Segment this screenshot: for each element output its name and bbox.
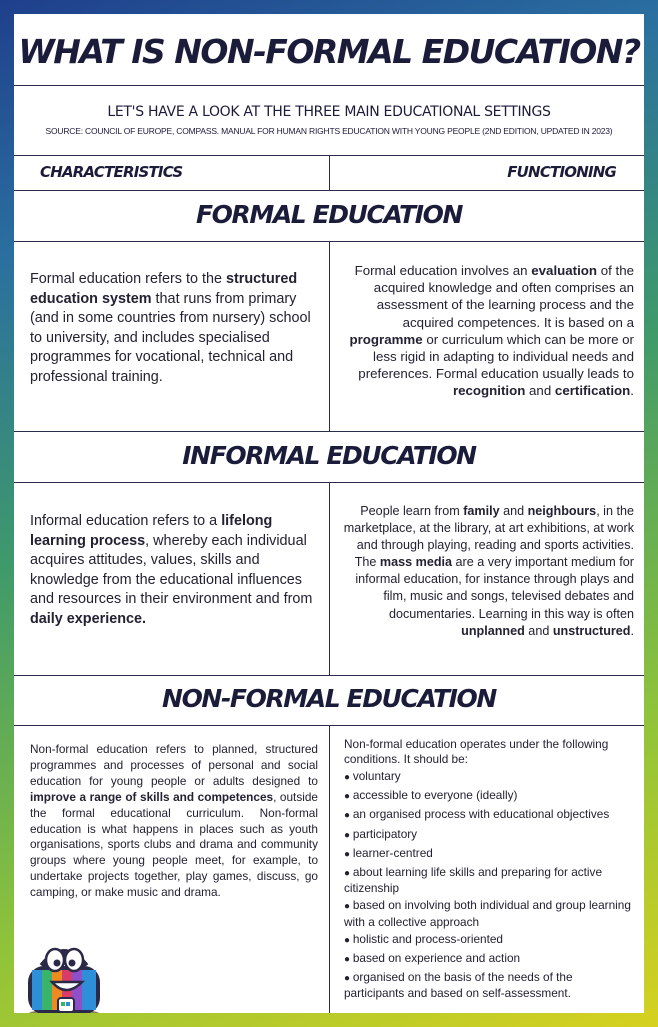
column-header-functioning: FUNCTIONING: [507, 163, 616, 181]
section-title-formal: FORMAL EDUCATION: [195, 200, 462, 229]
body-text: and: [524, 623, 553, 638]
emphasis-text: lifelong learning process: [30, 513, 273, 549]
bullet-icon: ●: [344, 868, 353, 880]
body-text: .: [630, 383, 634, 399]
formal-functioning: [342, 262, 634, 400]
informal-characteristics: [30, 512, 320, 629]
body-text: People learn from: [360, 504, 464, 518]
condition-text: voluntary: [352, 769, 401, 783]
condition-text: holistic and process-oriented: [352, 931, 503, 946]
infographic-panel: [14, 14, 644, 1013]
condition-item: [344, 865, 636, 895]
bullet-icon: ●: [344, 829, 353, 841]
condition-item: [344, 951, 636, 967]
divider: [14, 85, 644, 86]
nonformal-characteristics: [30, 742, 318, 901]
body-text: or curriculum which can be more or less rigid in adapting to individual needs and preferences. Formal education usually leads to: [358, 331, 634, 382]
bullet-icon: ●: [344, 810, 353, 822]
emphasis-text: programme: [349, 331, 423, 347]
column-divider: [329, 725, 330, 1013]
emphasis-text: mass media: [379, 555, 453, 570]
body-text: , whereby each individual acquires attitudes, values, skills and knowledge from the educational influences and resources in their environment and from: [30, 532, 313, 607]
emphasis-text: unstructured: [552, 623, 631, 638]
emphasis-text: unplanned: [461, 623, 525, 638]
source-citation: SOURCE: COUNCIL OF EUROPE, COMPASS. MANUAL FOR HUMAN RIGHTS EDUCATION WITH YOUNG PEOPLE (2ND EDITION, UPDATED IN 2023): [45, 126, 613, 136]
body-text: and: [525, 383, 555, 399]
body-text: , in the marketplace, at the library, at art exhibitions, at work and through playing, reading and sports activities. The: [343, 504, 634, 570]
body-text: , outside the formal educational curriculum. Non-formal education is what happens in places such as youth organisations, sports clubs and drama and community groups where young people meet, for example, to undertake projects together, play games, discuss, go camping, or make music and drama.: [30, 789, 318, 900]
condition-text: participatory: [352, 826, 418, 841]
body-text: Formal education refers to the: [30, 271, 226, 287]
condition-text: accessible to everyone (ideally): [352, 788, 518, 803]
bullet-icon: ●: [344, 901, 353, 913]
condition-item: [344, 846, 636, 862]
bullet-icon: ●: [344, 848, 353, 860]
body-text: Non-formal education refers to planned, structured programmes and processes of personal and social education for young people or adults designed to: [30, 742, 318, 788]
bullet-icon: ●: [344, 934, 353, 946]
condition-item: [344, 932, 636, 948]
section-title-informal: INFORMAL EDUCATION: [182, 441, 476, 470]
column-divider: [329, 241, 330, 431]
emphasis-text: family: [463, 504, 500, 518]
emphasis-text: certification: [554, 383, 631, 399]
condition-item: [344, 970, 636, 1000]
condition-item: [344, 769, 636, 785]
body-text: and: [499, 504, 528, 518]
condition-item: [344, 898, 636, 928]
emphasis-text: recognition: [452, 383, 526, 399]
bullet-icon: ●: [344, 954, 353, 966]
subtitle: LET'S HAVE A LOOK AT THE THREE MAIN EDUCATIONAL SETTINGS: [107, 104, 551, 120]
body-text: Formal education involves an: [354, 263, 532, 278]
emphasis-text: improve a range of skills and competences: [30, 789, 274, 804]
emphasis-text: daily experience.: [30, 610, 146, 627]
emphasis-text: evaluation: [531, 263, 598, 278]
section-title-nonformal: NON-FORMAL EDUCATION: [162, 684, 496, 713]
condition-text: learner-centred: [352, 845, 433, 860]
emphasis-text: structured education system: [30, 271, 298, 307]
nonformal-functioning: [344, 737, 636, 1004]
condition-item: [344, 788, 636, 804]
divider: [14, 675, 644, 676]
condition-text: organised on the basis of the needs of the participants and based on self-assessment.: [344, 970, 573, 1001]
body-text: of the acquired knowledge and often comprises an assessment of the learning process and the acquired competences. It is based on a: [373, 263, 634, 330]
condition-text: based on experience and action: [352, 951, 521, 966]
bullet-icon: ●: [344, 973, 353, 985]
page-title: WHAT IS NON-FORMAL EDUCATION?: [18, 32, 640, 71]
column-divider: [329, 482, 330, 675]
condition-text: based on involving both individual and group learning with a collective approach: [344, 898, 631, 929]
conditions-list: [344, 769, 636, 1001]
column-header-characteristics: CHARACTERISTICS: [40, 163, 183, 181]
condition-item: [344, 827, 636, 843]
bullet-icon: ●: [344, 772, 353, 783]
bullet-icon: ●: [344, 791, 353, 803]
divider: [14, 190, 644, 191]
body-text: Informal education refers to a: [30, 513, 222, 529]
emphasis-text: neighbours: [527, 504, 597, 518]
backpack-mascot-icon: [22, 936, 106, 1013]
divider: [14, 431, 644, 432]
formal-characteristics: [30, 270, 320, 387]
column-divider: [329, 155, 330, 190]
nonformal-functioning-intro: Non-formal education operates under the following conditions. It should be:: [344, 737, 609, 766]
condition-item: [344, 807, 636, 823]
informal-functioning: [342, 503, 634, 640]
condition-text: about learning life skills and preparing for active citizenship: [344, 865, 603, 896]
body-text: that runs from primary (and in some countries from nursery) school to university, and includes specialised programmes for vocational, technical and professional training.: [30, 290, 311, 385]
body-text: .: [630, 623, 634, 638]
body-text: are a very important medium for informal education, for instance through plays and film, music and songs, televised debates and documentaries. Learning in this way is often: [355, 555, 634, 621]
condition-text: an organised process with educational objectives: [352, 807, 610, 822]
